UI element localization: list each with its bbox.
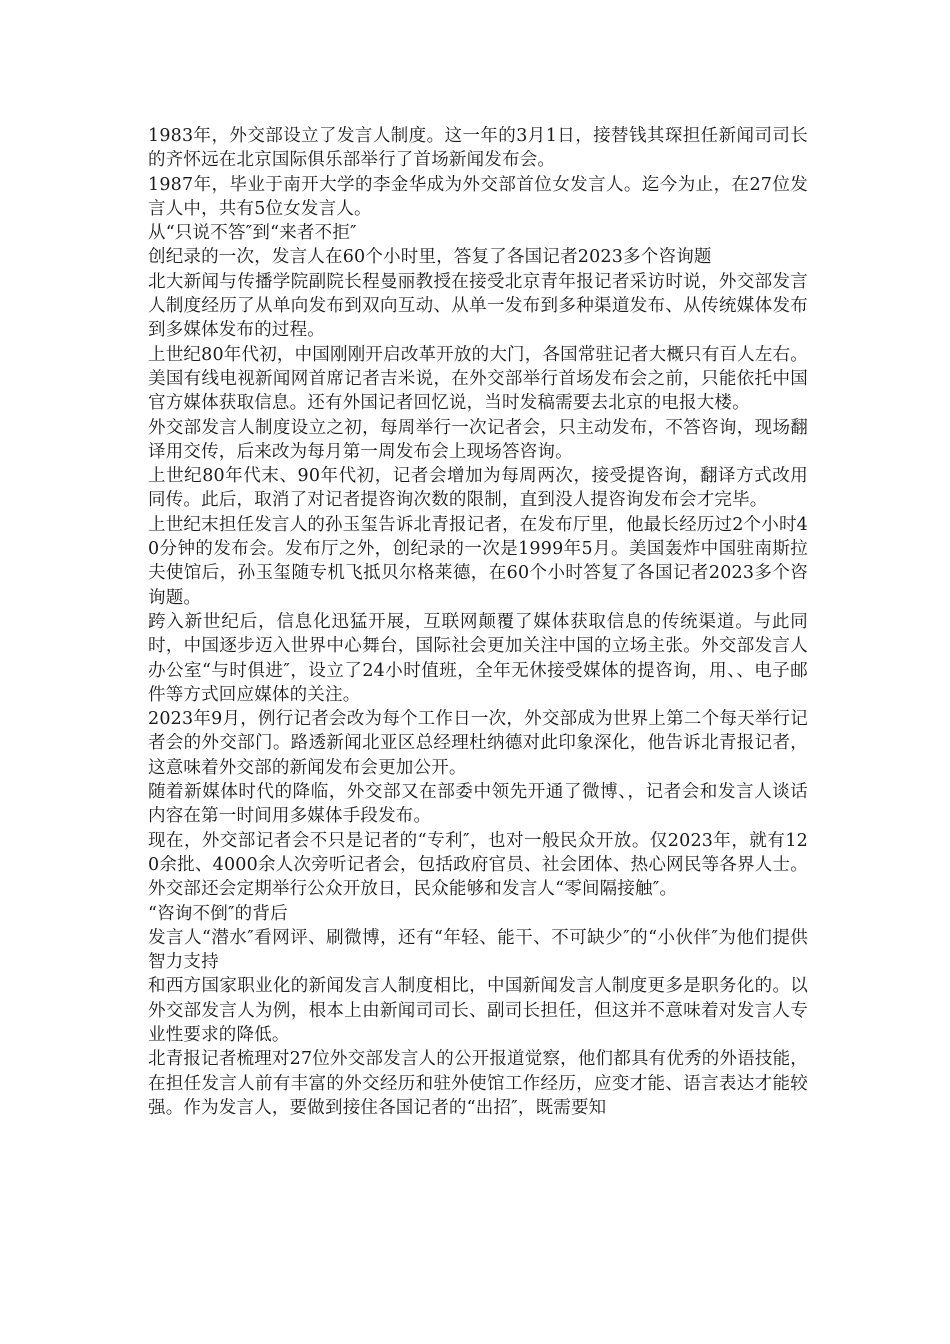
paragraph: 上世纪末担任发言人的孙玉玺告诉北青报记者，在发布厅里，他最长经历过2个小时40分钟的发布会。发布厅之外，创纪录的一次是1999年5月。美国轰炸中国驻南斯拉夫使馆后，孙玉玺随专机飞抵贝尔格莱德，在60个小时答复了各国记者2023多个咨询题。: [148, 514, 808, 608]
paragraph: 外交部发言人制度设立之初，每周举行一次记者会，只主动发布，不答咨询，现场翻译用交传，后来改为每月第一周发布会上现场答咨询。: [148, 417, 808, 462]
paragraph: 和西方国家职业化的新闻发言人制度相比，中国新闻发言人制度更多是职务化的。以外交部发言人为例，根本上由新闻司司长、副司长担任，但这并不意味着对发言人专业性要求的降低。: [148, 976, 808, 1045]
paragraph: 北大新闻与传播学院副院长程曼丽教授在接受北京青年报记者采访时说，外交部发言人制度经历了从单向发布到双向互动、从单一发布到多种渠道发布、从传统媒体发布到多媒体发布的过程。: [148, 271, 808, 341]
paragraph: 现在，外交部记者会不只是记者的“专利″，也对一般民众开放。仅2023年，就有120余批、4000余人次旁听记者会，包括政府官员、社会团体、热心网民等各界人士。外交部还会定期举行公众开放日，民众能够和发言人“零间隔接触″。: [148, 830, 808, 900]
paragraph: 2023年9月，例行记者会改为每个工作日一次，外交部成为世界上第二个每天举行记者会的外交部门。路透新闻北亚区总经理杜纳德对此印象深化，他告诉北青报记者，这意味着外交部的新闻发布会更加公开。: [148, 709, 808, 778]
document-body: [148, 124, 808, 1120]
section-subheading: 创纪录的一次，发言人在60个小时里，答复了各国记者2023多个咨询题: [148, 247, 712, 268]
paragraph: 上世纪80年代末、90年代初，记者会增加为每周两次，接受提咨询，翻译方式改用同传。此后，取消了对记者提咨询次数的限制，直到没人提咨询发布会才完毕。: [148, 466, 808, 511]
paragraph: 1987年，毕业于南开大学的李金华成为外交部首位女发言人。迄今为止，在27位发言人中，共有5位女发言人。: [148, 174, 808, 219]
paragraph: 跨入新世纪后，信息化迅猛开展，互联网颠覆了媒体获取信息的传统渠道。与此同时，中国逐步迈入世界中心舞台，国际社会更加关注中国的立场主张。外交部发言人办公室“与时俱进″，设立了24小时值班，全年无休接受媒体的提咨询，用、、电子邮件等方式回应媒体的关注。: [148, 611, 808, 705]
section-subheading: 发言人“潜水″看网评、刷微博，还有“年轻、能干、不可缺少″的“小伙伴″为他们提供智力支持: [148, 927, 808, 973]
section-heading: 从“只说不答″到“来者不拒″: [148, 223, 357, 244]
paragraph: 北青报记者梳理对27位外交部发言人的公开报道觉察，他们都具有优秀的外语技能，在担任发言人前有丰富的外交经历和驻外使馆工作经历，应变才能、语言表达才能较强。作为发言人，要做到接住各国记者的“出招″，既需要知: [148, 1049, 808, 1118]
paragraph: 1983年，外交部设立了发言人制度。这一年的3月1日，接替钱其琛担任新闻司司长的齐怀远在北京国际俱乐部举行了首场新闻发布会。: [148, 126, 808, 171]
paragraph: 随着新媒体时代的降临，外交部又在部委中领先开通了微博、，记者会和发言人谈话内容在第一时间用多媒体手段发布。: [148, 782, 808, 827]
section-heading: “咨询不倒″的背后: [148, 903, 288, 924]
paragraph: 上世纪80年代初，中国刚刚开启改革开放的大门，各国常驻记者大概只有百人左右。美国有线电视新闻网首席记者吉米说，在外交部举行首场发布会之前，只能依托中国官方媒体获取信息。还有外国记者回忆说，当时发稿需要去北京的电报大楼。: [148, 344, 808, 414]
